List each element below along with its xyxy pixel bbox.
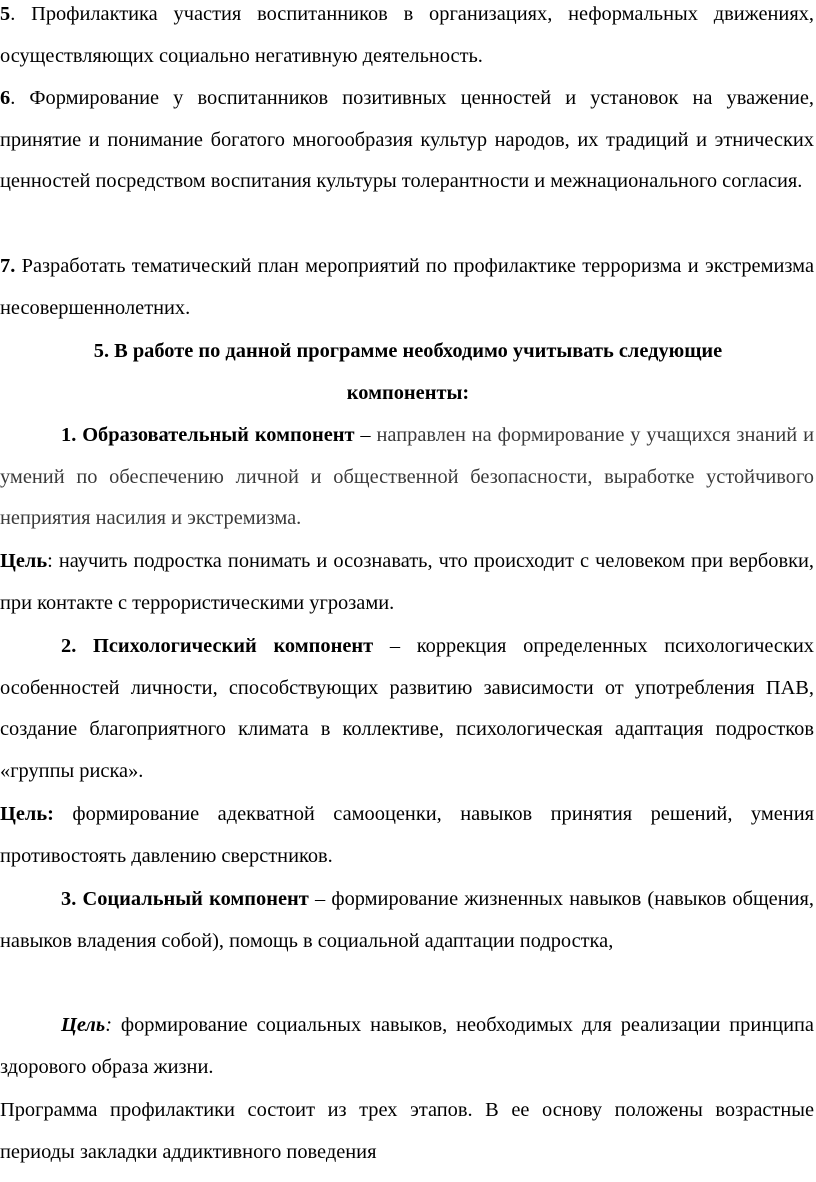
section-heading: 5. В работе по данной программе необходимо учитывать следующие компоненты: [93,340,723,404]
component-3-title: 3. Социальный компонент [61,888,309,910]
paragraph-7-text: Разработать тематический план мероприятий по профилактике терроризма и экстремизма несовершеннолетних. [0,255,814,319]
paragraph-5 [0,0,814,77]
paragraph-6 [0,78,814,203]
component-2-title: 2. Психологический компонент [61,635,374,657]
paragraph-7-number: 7. [0,255,16,277]
component-1-goal-text: : научить подростка понимать и осознавать, что происходит с человеком при вербовки, при контакте с террористическими угрозами. [0,550,814,614]
component-3-goal-label: Цель [61,1014,106,1036]
paragraph-5-text: . Профилактика участия воспитанников в организациях, неформальных движениях, осуществляющих социально негативную деятельность. [0,3,814,67]
component-1-goal-label: Цель [0,550,48,572]
component-2-text: коррекция определенных психологических особенностей личности, способствующих развитию зависимости от употребления ПАВ, создание благоприятного климата в коллективе, психологическая адаптация подростков «группы риска». [0,635,814,782]
paragraph-5-number: 5 [0,3,11,25]
component-2-goal-label: Цель: [0,803,54,825]
component-3-goal [0,1005,814,1088]
component-2 [0,626,814,792]
component-1-text: направлен на формирование у учащихся знаний и умений по обеспечению личной и общественной безопасности, выработке устойчивого неприятия насилия и экстремизма. [0,424,814,529]
component-1-goal [0,541,814,624]
component-3 [0,879,814,962]
component-2-dash: – [373,635,417,657]
paragraph-6-text: . Формирование у воспитанников позитивных ценностей и установок на уважение, принятие и понимание богатого многообразия культур народов, их традиций и этнических ценностей посредством воспитания культуры толерантности и межнационального согласия. [0,87,814,192]
component-2-goal-text: формирование адекватной самооценки, навыков принятия решений, умения противостоять давлению сверстников. [0,803,814,867]
component-3-text: формирование жизненных навыков (навыков общения, навыков владения собой), помощь в социальной адаптации подростка, [0,888,815,952]
paragraph-6-number: 6 [0,87,11,109]
component-1-dash: – [354,424,377,446]
component-1 [0,415,814,540]
component-3-goal-text: формирование социальных навыков, необходимых для реализации принципа здорового образа жизни. [0,1014,814,1078]
component-1-title: 1. Образовательный компонент [61,424,355,446]
closing-paragraph: Программа профилактики состоит из трех этапов. В ее основу положены возрастные периоды закладки аддиктивного поведения [0,1099,814,1163]
component-3-goal-colon: : [105,1014,112,1036]
paragraph-7 [0,246,814,329]
component-3-dash: – [308,888,332,910]
component-2-goal [0,794,814,877]
